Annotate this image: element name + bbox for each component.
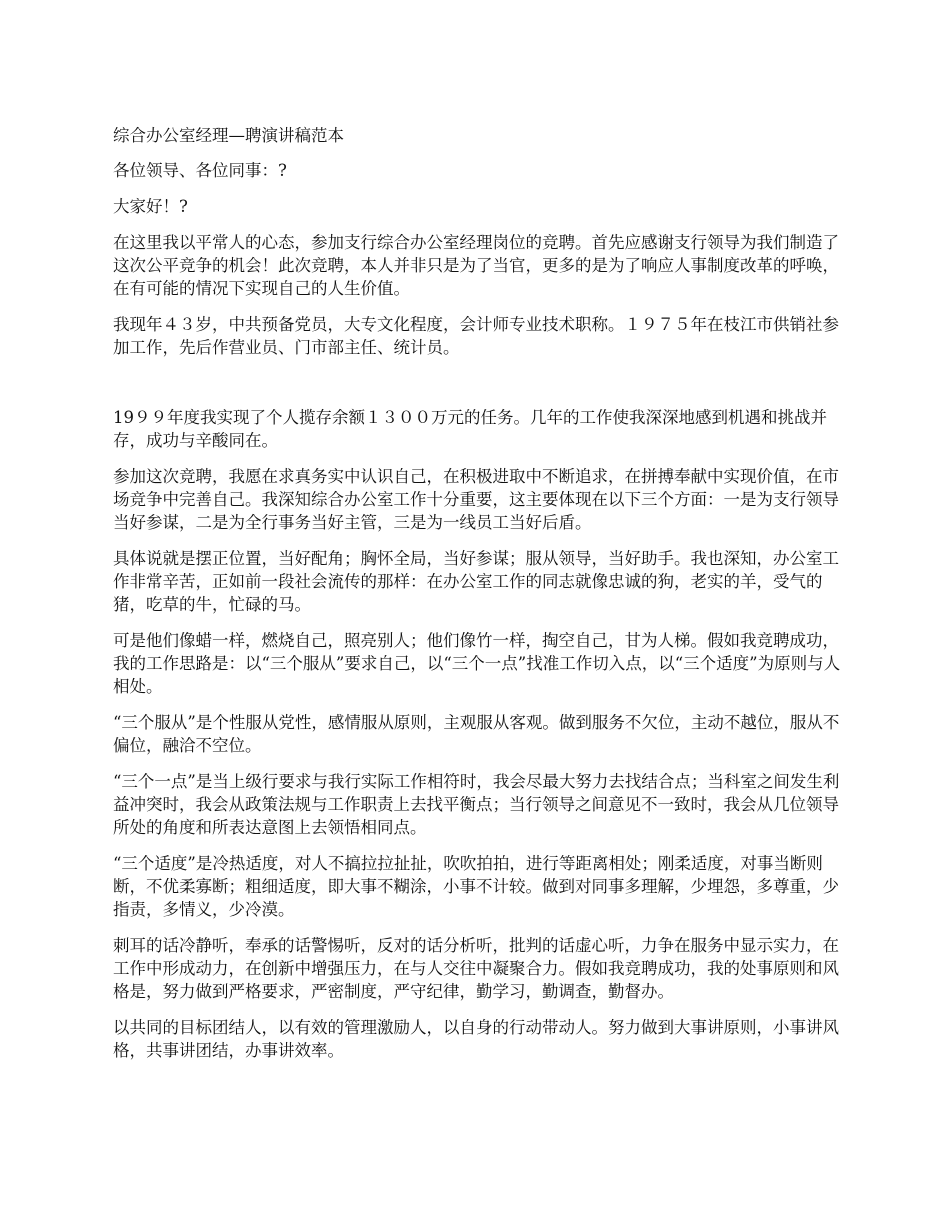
paragraph-three-moderations: “三个适度”是冷热适度，对人不搞拉拉扯扯，吹吹拍拍，进行等距离相处；刚柔适度，对事当断则断，不优柔寡断；粗细适度，即大事不糊涂，小事不计较。做到对同事多理解，少埋怨，多尊重，少指责，多情义，少冷漠。 xyxy=(113,854,839,919)
paragraph-role: 具体说就是摆正位置，当好配角；胸怀全局，当好参谋；服从领导，当好助手。我也深知，办公室工作非常辛苦，正如前一段社会流传的那样：在办公室工作的同志就像忠诚的狗，老实的羊，受气的猪，吃草的牛，忙碌的马。 xyxy=(113,549,839,614)
document-body xyxy=(113,124,841,1075)
section-gap xyxy=(113,372,841,406)
paragraph-three-obeys: “三个服从”是个性服从党性，感情服从原则，主观服从客观。做到服务不欠位，主动不越位，服从不偏位，融洽不空位。 xyxy=(113,713,840,755)
paragraph-work-plan: 可是他们像蜡一样，燃烧自己，照亮别人；他们像竹一样，掏空自己，甘为人梯。假如我竞聘成功，我的工作思路是：以“三个服从”要求自己，以“三个一点”找准工作切入点，以“三个适度”为原则与人相处。 xyxy=(113,631,841,696)
paragraph-greeting: 大家好！? xyxy=(113,197,188,216)
paragraph-closing: 以共同的目标团结人，以有效的管理激励人，以自身的行动带动人。努力做到大事讲原则，小事讲风格，共事讲团结，办事讲效率。 xyxy=(113,1018,839,1060)
paragraph-salutation: 各位领导、各位同事：? xyxy=(113,161,287,180)
paragraph-achievement: 19９９年度我实现了个人揽存余额１３００万元的任务。几年的工作使我深深地感到机遇和挑战并存，成功与辛酸同在。 xyxy=(113,408,827,450)
paragraph-background: 我现年４３岁，中共预备党员，大专文化程度，会计师专业技术职称。１９７５年在枝江市供销社参加工作，先后作营业员、门市部主任、统计员。 xyxy=(113,315,839,357)
paragraph-motivation: 参加这次竞聘，我愿在求真务实中认识自己，在积极进取中不断追求，在拼搏奉献中实现价值，在市场竞争中完善自己。我深知综合办公室工作十分重要，这主要体现在以下三个方面：一是为支行领导当好参谋，二是为全行事务当好主管，三是为一线员工当好后盾。 xyxy=(113,467,839,532)
paragraph-principles: 刺耳的话冷静听，奉承的话警惕听，反对的话分析听，批判的话虚心听，力争在服务中显示实力，在工作中形成动力，在创新中增强压力，在与人交往中凝聚合力。假如我竞聘成功，我的处事原则和风格是，努力做到严格要求，严密制度，严守纪律，勤学习，勤调查，勤督办。 xyxy=(113,936,839,1001)
paragraph-introduction: 在这里我以平常人的心态，参加支行综合办公室经理岗位的竞聘。首先应感谢支行领导为我们制造了这次公平竞争的机会！此次竞聘，本人并非只是为了当官，更多的是为了响应人事制度改革的呼唤，在有可能的情况下实现自己的人生价值。 xyxy=(113,233,839,298)
paragraph-three-points: “三个一点”是当上级行要求与我行实际工作相符时，我会尽最大努力去找结合点；当科室之间发生利益冲突时，我会从政策法规与工作职责上去找平衡点；当行领导之间意见不一致时，我会从几位领导所处的角度和所表达意图上去领悟相同点。 xyxy=(113,772,840,837)
document-title: 综合办公室经理—聘演讲稿范本 xyxy=(113,126,344,145)
